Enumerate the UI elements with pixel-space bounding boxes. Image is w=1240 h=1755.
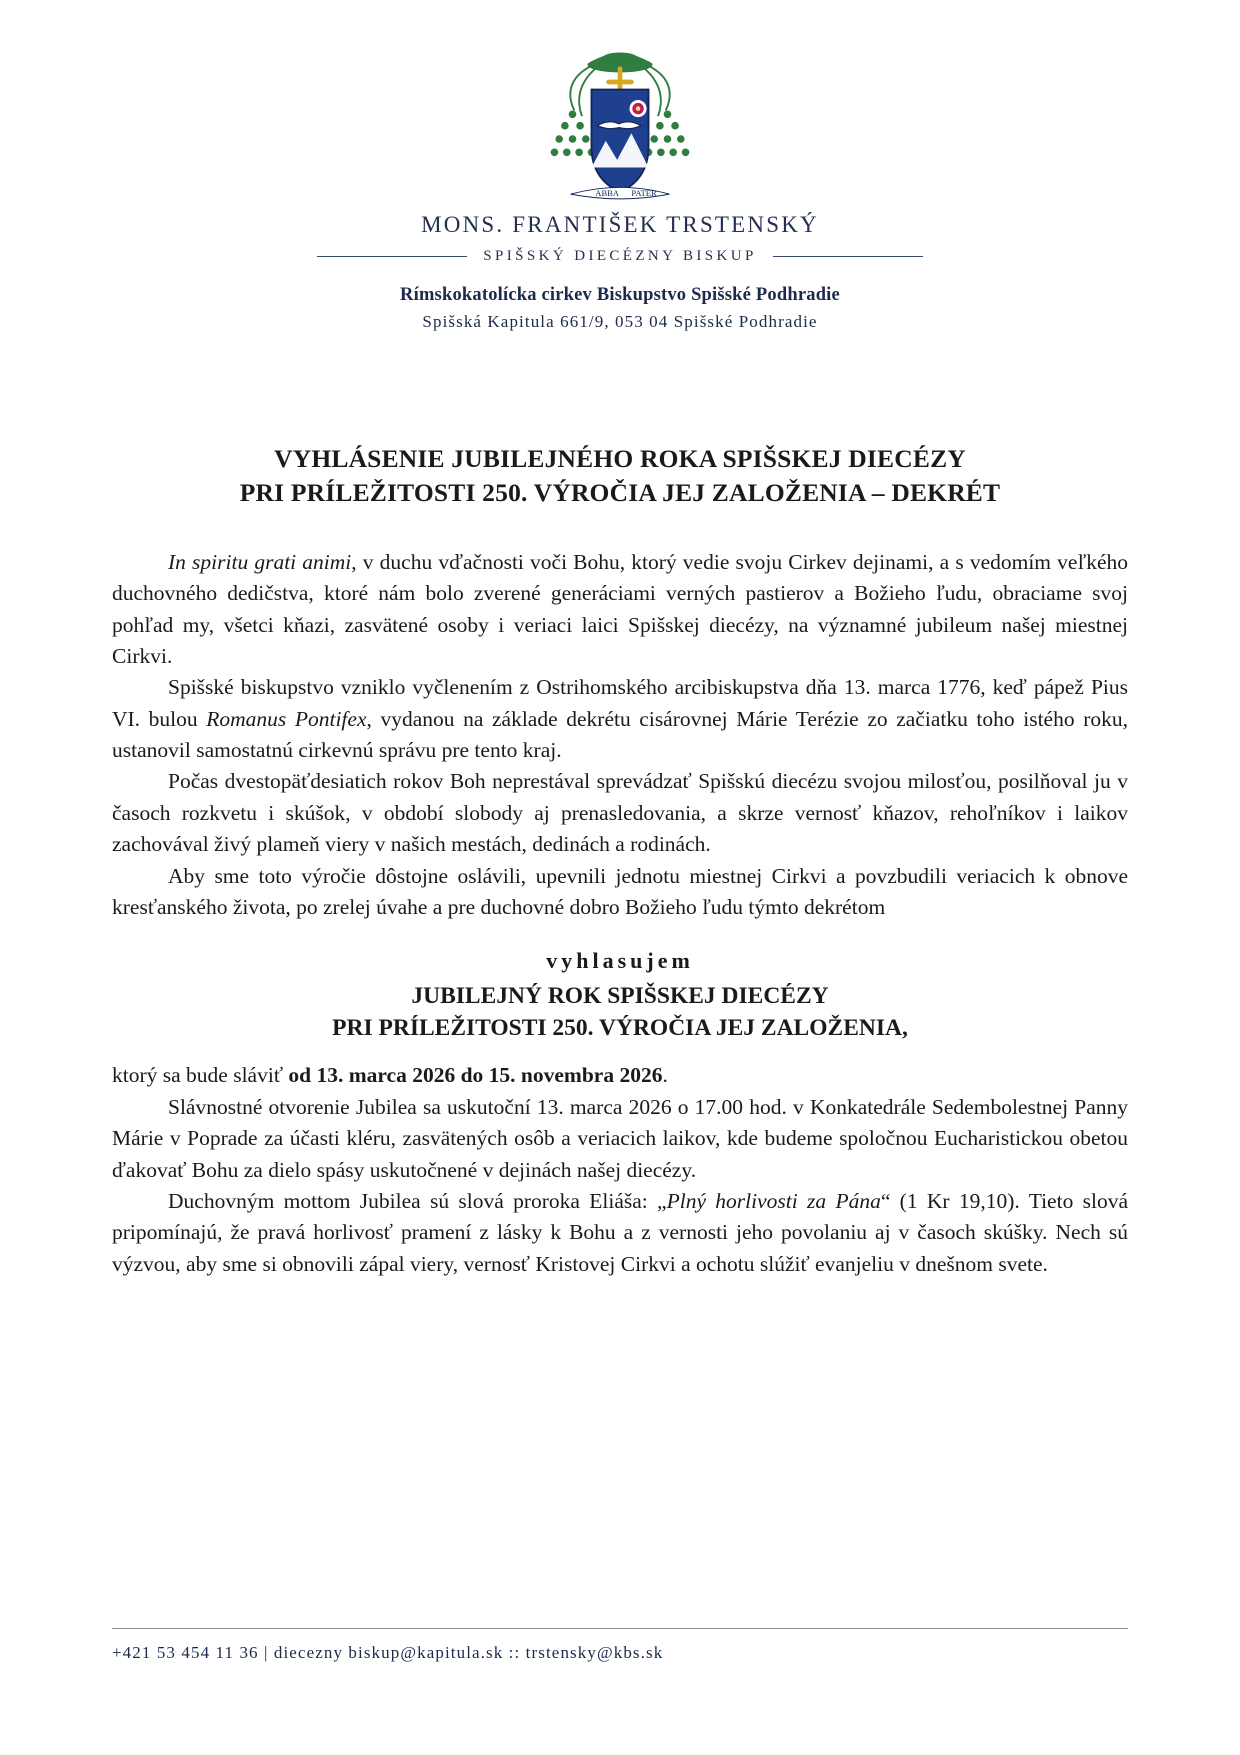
paragraph-5-part-b: .	[662, 1063, 668, 1088]
motto-pater: PATER	[631, 188, 657, 198]
paragraph-7	[112, 1186, 1128, 1280]
document-title-line2: PRI PRÍLEŽITOSTI 250. VÝROČIA JEJ ZALOŽENIA – DEKRÉT	[239, 478, 1001, 508]
document-body	[112, 547, 1128, 1280]
footer-divider	[112, 1628, 1128, 1629]
footer-contact: +421 53 454 11 36 | diecezny biskup@kapitula.sk :: trstensky@kbs.sk	[112, 1643, 664, 1662]
paragraph-2-bull-name: Romanus Pontifex	[206, 706, 367, 731]
paragraph-2-part-a: Spišské biskupstvo vzniklo vyčlenením z Ostrihomského arcibiskupstva dňa 13. marca 1776, keď pápež Pius VI. bulou	[112, 675, 1128, 731]
declaration-title-line2: PRI PRÍLEŽITOSTI 250. VÝROČIA JEJ ZALOŽENIA,	[332, 1014, 908, 1041]
document-title	[112, 442, 1128, 511]
letterhead	[112, 34, 1128, 332]
bishop-role: SPIŠSKÝ DIECÉZNY BISKUP	[483, 248, 757, 264]
footer	[112, 1628, 1128, 1663]
organization-address: Spišská Kapitula 661/9, 053 04 Spišské Podhradie	[422, 312, 818, 331]
declaration-block	[112, 945, 1128, 1044]
paragraph-5	[112, 1060, 1128, 1091]
paragraph-1-rest: , v duchu vďačnosti voči Bohu, ktorý vedie svoju Cirkev dejinami, a s vedomím veľkého duchovného dedičstva, ktoré nám bolo zverené generáciami verných pastierov a Božieho ľudu, obraciame svoj pohľad my, všetci kňazi, zasvätené osoby i veriaci laici Spišskej diecézy, na významné jubileum našej miestnej Cirkvi.	[112, 549, 1128, 668]
paragraph-7-part-a: Duchovným mottom Jubilea sú slová proroka Eliáša: „	[168, 1188, 667, 1213]
paragraph-7-part-b: “ (1 Kr 19,10). Tieto slová pripomínajú, že pravá horlivosť pramení z lásky k Bohu a z vernosti jeho povolaniu aj v časoch skúšky. Nech sú výzvou, aby sme si obnovili zápal viery, vernosť Kristovej Cirkvi a ochotu slúžiť evanjeliu v dnešnom svete.	[112, 1188, 1129, 1276]
declaration-title	[112, 981, 1128, 1044]
paragraph-2-part-b: , vydanou na základe dekrétu cisárovnej Márie Terézie zo začiatku toho istého roku, ustanovil samostatnú cirkevnú správu pre tento kraj.	[112, 706, 1128, 763]
paragraph-6: Slávnostné otvorenie Jubilea sa uskutoční 13. marca 2026 o 17.00 hod. v Konkatedrále Sedembolestnej Panny Márie v Poprade za účasti kléru, zasvätených osôb a veriacich laikov, kde budeme spoločnou Eucharistickou obetou ďakovať Bohu za dielo spásy uskutočnené v dejinách našej diecézy.	[112, 1094, 1128, 1182]
divider-left	[317, 256, 467, 257]
motto-abba: ABBA	[595, 188, 620, 198]
bishop-name: MONS. FRANTIŠEK TRSTENSKÝ	[421, 212, 819, 237]
paragraph-5-part-a: ktorý sa bude sláviť	[112, 1063, 289, 1088]
declaration-title-line1: JUBILEJNÝ ROK SPIŠSKEJ DIECÉZY	[411, 983, 829, 1010]
declaration-verb: vyhlasujem	[546, 948, 694, 974]
paragraph-1	[112, 547, 1128, 673]
jubilee-motto: Plný horlivosti za Pána	[666, 1188, 881, 1213]
document-title-line1: VYHLÁSENIE JUBILEJNÉHO ROKA SPIŠSKEJ DIECÉZY	[274, 444, 966, 473]
paragraph-4: Aby sme toto výročie dôstojne oslávili, upevnili jednotu miestnej Cirkvi a povzbudili veriacich k obnove kresťanského života, po zrelej úvahe a pre duchovné dobro Božieho ľudu týmto dekrétom	[112, 863, 1128, 919]
bishop-role-row	[112, 248, 1128, 265]
paragraph-3: Počas dvestopäťdesiatich rokov Boh neprestával sprevádzať Spišskú diecézu svojou milosťou, posilňoval ju v časoch rozkvetu i skúšok, v období slobody aj prenasledovania, a skrze vernosť kňazov, rehoľníkov i laikov zachovával živý plameň viery v našich mestách, dedinách a rodinách.	[112, 769, 1128, 857]
organization-name: Rímskokatolícka cirkev Biskupstvo Spišské Podhradie	[400, 285, 840, 305]
paragraph-1-incipit: In spiritu grati animi	[168, 549, 352, 574]
paragraph-2	[112, 672, 1128, 766]
coat-of-arms-icon	[525, 34, 715, 206]
jubilee-dates: od 13. marca 2026 do 15. novembra 2026	[288, 1063, 663, 1088]
divider-right	[773, 256, 923, 257]
